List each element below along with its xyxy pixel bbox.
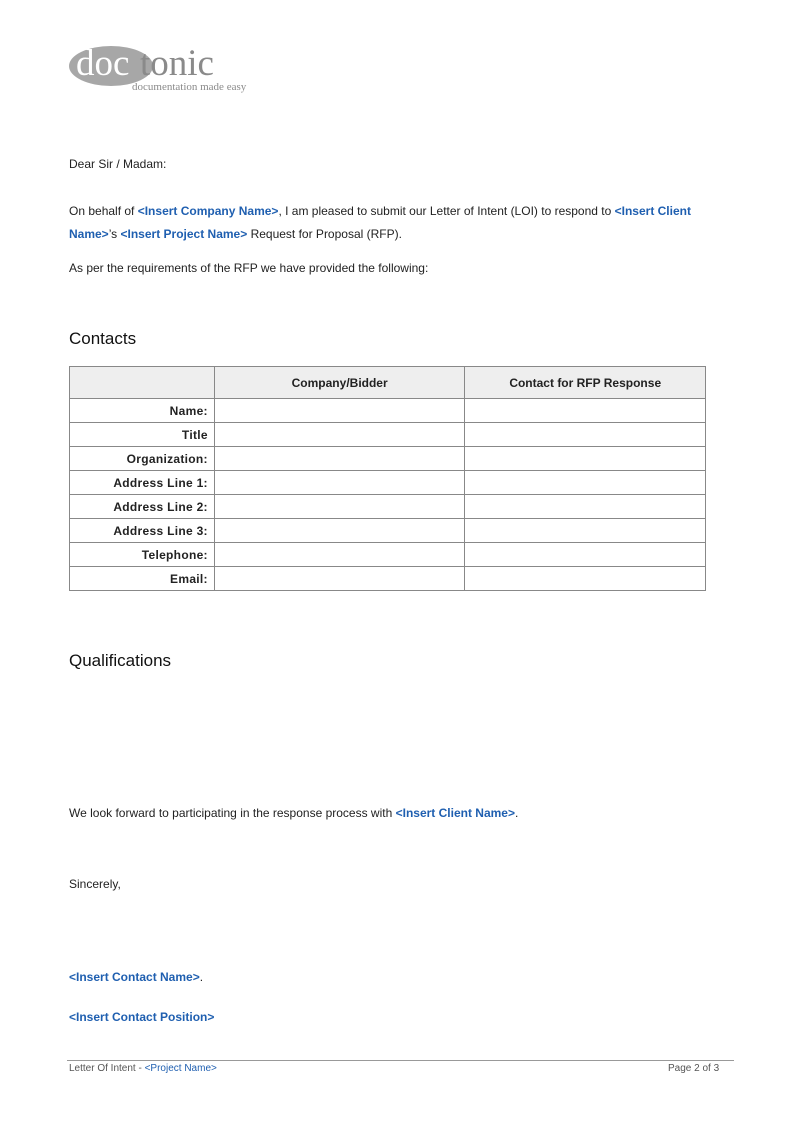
company-cell[interactable] xyxy=(214,423,465,447)
table-row xyxy=(70,495,706,519)
logo-tagline: documentation made easy xyxy=(132,81,247,93)
contact-name-line xyxy=(69,966,203,989)
table-row xyxy=(70,423,706,447)
contact-position-placeholder xyxy=(69,1006,214,1029)
intro-text-b: , I am pleased to submit our Letter of Intent (LOI) to respond to xyxy=(278,204,615,218)
table-row xyxy=(70,471,706,495)
project-name-placeholder: <Insert Project Name> xyxy=(120,227,248,241)
row-label: Title xyxy=(70,423,215,447)
contact-name-placeholder: <Insert Contact Name> xyxy=(69,970,200,984)
contact-cell[interactable] xyxy=(465,567,706,591)
company-cell[interactable] xyxy=(214,495,465,519)
closing-text-a: We look forward to participating in the response process with xyxy=(69,806,396,820)
closing-paragraph xyxy=(69,802,518,825)
company-cell[interactable] xyxy=(214,567,465,591)
contact-name-suffix: . xyxy=(199,970,204,984)
logo-text-doc: doc xyxy=(76,43,130,84)
contact-cell[interactable] xyxy=(465,543,706,567)
contact-cell[interactable] xyxy=(465,447,706,471)
company-cell[interactable] xyxy=(214,543,465,567)
footer-divider xyxy=(67,1060,734,1061)
qualifications-heading: Qualifications xyxy=(69,651,172,670)
requirements-paragraph: As per the requirements of the RFP we have provided the following: xyxy=(69,261,429,275)
table-header-company: Company/Bidder xyxy=(214,367,465,399)
footer-doc-title: Letter Of Intent - xyxy=(69,1063,145,1074)
intro-text-d: Request for Proposal (RFP). xyxy=(247,227,402,241)
page-number: Page 2 of 3 xyxy=(668,1063,720,1074)
table-row xyxy=(70,519,706,543)
row-label: Telephone: xyxy=(70,543,215,567)
closing-text-b: . xyxy=(515,806,519,820)
contact-cell[interactable] xyxy=(465,471,706,495)
table-row xyxy=(70,399,706,423)
logo-text-tonic: tonic xyxy=(140,43,214,84)
table-header-contact: Contact for RFP Response xyxy=(465,367,706,399)
row-label: Address Line 3: xyxy=(70,519,215,543)
contacts-heading: Contacts xyxy=(69,329,137,348)
client-name-placeholder: <Insert Client Name> xyxy=(395,806,515,820)
intro-paragraph xyxy=(69,200,731,246)
footer-left xyxy=(69,1063,217,1074)
table-row xyxy=(70,567,706,591)
contacts-table xyxy=(69,366,706,591)
row-label: Address Line 2: xyxy=(70,495,215,519)
row-label: Name: xyxy=(70,399,215,423)
table-row xyxy=(70,447,706,471)
table-header-empty xyxy=(70,367,215,399)
company-name-placeholder: <Insert Company Name> xyxy=(137,204,279,218)
table-row xyxy=(70,543,706,567)
row-label: Address Line 1: xyxy=(70,471,215,495)
intro-text-a: On behalf of xyxy=(69,204,138,218)
company-cell[interactable] xyxy=(214,447,465,471)
row-label: Email: xyxy=(70,567,215,591)
company-cell[interactable] xyxy=(214,471,465,495)
company-cell[interactable] xyxy=(214,519,465,543)
company-cell[interactable] xyxy=(214,399,465,423)
contact-cell[interactable] xyxy=(465,519,706,543)
contact-position-text: <Insert Contact Position> xyxy=(69,1010,215,1024)
table-header-row xyxy=(70,367,706,399)
salutation: Dear Sir / Madam: xyxy=(69,157,167,171)
intro-text-c: ’s xyxy=(108,227,121,241)
contact-cell[interactable] xyxy=(465,423,706,447)
contact-cell[interactable] xyxy=(465,399,706,423)
footer-project-placeholder: <Project Name> xyxy=(144,1063,217,1074)
closing-salutation: Sincerely, xyxy=(69,877,121,891)
client-name-placeholder: <Insert Client Name> xyxy=(69,204,691,241)
contact-cell[interactable] xyxy=(465,495,706,519)
row-label: Organization: xyxy=(70,447,215,471)
